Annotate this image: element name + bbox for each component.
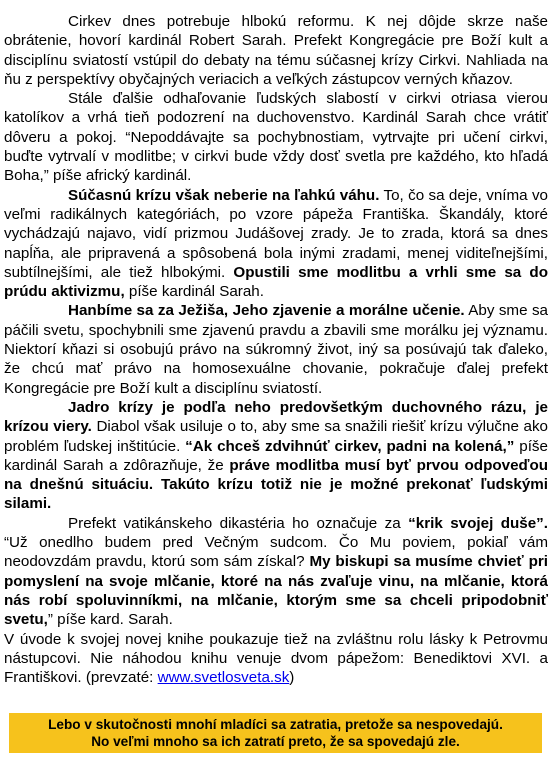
bold-run: “Ak chceš zdvihnúť cirkev, padni na kolená,” (185, 437, 515, 455)
text-run: To, čo sa deje, vníma vo veľmi radikálnych kategóriách, po vzore pápeža Františka. Škandály, ktoré vychádzajú najavo, vidí prizmou Judášovej zrady. Je to zrada, ktorá sa dnes napĺňa, ale pripravená a spôsobená bola inými zradami, menej viditeľnejšími, subtílnejšími, ale tiež hlbokými. (4, 186, 548, 281)
text-run: píše kardinál Sarah a zdôrazňuje, že (4, 437, 548, 474)
paragraph-5 (4, 398, 548, 514)
bold-run: práve modlitba musí byť prvou odpoveďou na dnešnú situáciu. Takúto krízu totiž nie je možné prekonať ľudskými silami. (4, 456, 548, 513)
bold-run: Jadro krízy je podľa neho predovšetkým duchovného rázu, je krízou viery. (4, 398, 548, 436)
source-link[interactable]: www.svetlosveta.sk (157, 669, 290, 687)
article-body (4, 12, 548, 687)
text-run: ” píše kard. Sarah. (47, 611, 173, 629)
bold-run: Hanbíme sa za Ježiša, Jeho zjavenie a morálne učenie. (68, 302, 465, 320)
text-run: Diabol však usiluje o to, aby sme sa snažili riešiť krízu výlučne ako problém ľudskej inštitúcie. (4, 418, 548, 455)
paragraph-3 (4, 186, 548, 302)
text-run: Prefekt vatikánskeho dikastéria ho označuje za (68, 514, 409, 532)
banner-line-1: Lebo v skutočnosti mnohí mladíci sa zatratia, pretože sa nespovedajú. (48, 717, 503, 732)
bold-run: Opustili sme modlitbu a vrhli sme sa do prúdu aktivizmu, (4, 263, 548, 301)
bold-run: Súčasnú krízu však neberie na ľahkú váhu. (68, 186, 380, 204)
paragraph-6 (4, 514, 548, 630)
paragraph-4 (4, 301, 548, 397)
text-run: Aby sme sa páčili svetu, spochybnili sme zjavenú pravdu a zbavili sme morálku jej významu. Niektorí kňazi si osobujú právo na súkromný život, iný sa posúvajú tak ďaleko, že chcú mať právo na homosexuálne chovanie, pokračuje ďalej prefekt Kongregácie pre Boží kult a disciplínu sviatostí. (4, 302, 548, 397)
text-run: V úvode k svojej novej knihe poukazuje tiež na zvláštnu rolu lásky k Petrovmu nástupcovi. Nie náhodou knihu venuje dvom pápežom: Benediktovi XVI. a Františkovi. (prevzaté: (4, 630, 548, 687)
text-run: ) (289, 669, 295, 687)
text-run: Stále ďalšie odhaľovanie ľudských slabostí v cirkvi otriasa vierou katolíkov a vrhá tieň podozrení na duchovenstvo. Kardinál Sarah chce vrátiť dôveru a pokoj. “Nepoddávajte sa pochybnostiam, vytrvajte pri učení cirkvi, buďte vytrvalí v modlitbe; v cirkvi bude vždy dosť svetla pre každého, kto hľadá Boha,” píše africký kardinál. (4, 90, 548, 185)
banner-line-2: No veľmi mnoho sa ich zatratí preto, že sa spovedajú zle. (91, 734, 460, 749)
bold-run: My biskupi sa musíme chvieť pri pomyslení na svoje mlčanie, ktoré na nás zvaľuje vinu, na mlčanie, ktorá nás robí spoluvinníkmi, na mlčanie, ktorým sme sa chceli pripodobniť svetu, (4, 553, 549, 629)
paragraph-1 (4, 12, 548, 89)
quote-banner (9, 713, 542, 753)
text-run: píše kardinál Sarah. (124, 283, 264, 301)
closing-paragraph (4, 630, 548, 688)
bold-run: “krik svojej duše”. (408, 514, 548, 532)
paragraph-2 (4, 89, 548, 185)
text-run: Cirkev dnes potrebuje hlbokú reformu. K nej dôjde skrze naše obrátenie, hovorí kardinál Robert Sarah. Prefekt Kongregácie pre Boží kult a disciplínu sviatostí vstúpil do debaty na tému súčasnej krízy Cirkvi. Nahliada na ňu z perspektívy obyčajných veriacich a veľkých zástupcov verných kňazov. (4, 13, 548, 88)
text-run: “Už onedlho budem pred Večným sudcom. Čo Mu poviem, pokiaľ vám neodovzdám pravdu, ktorú som sám získal? (4, 534, 548, 571)
